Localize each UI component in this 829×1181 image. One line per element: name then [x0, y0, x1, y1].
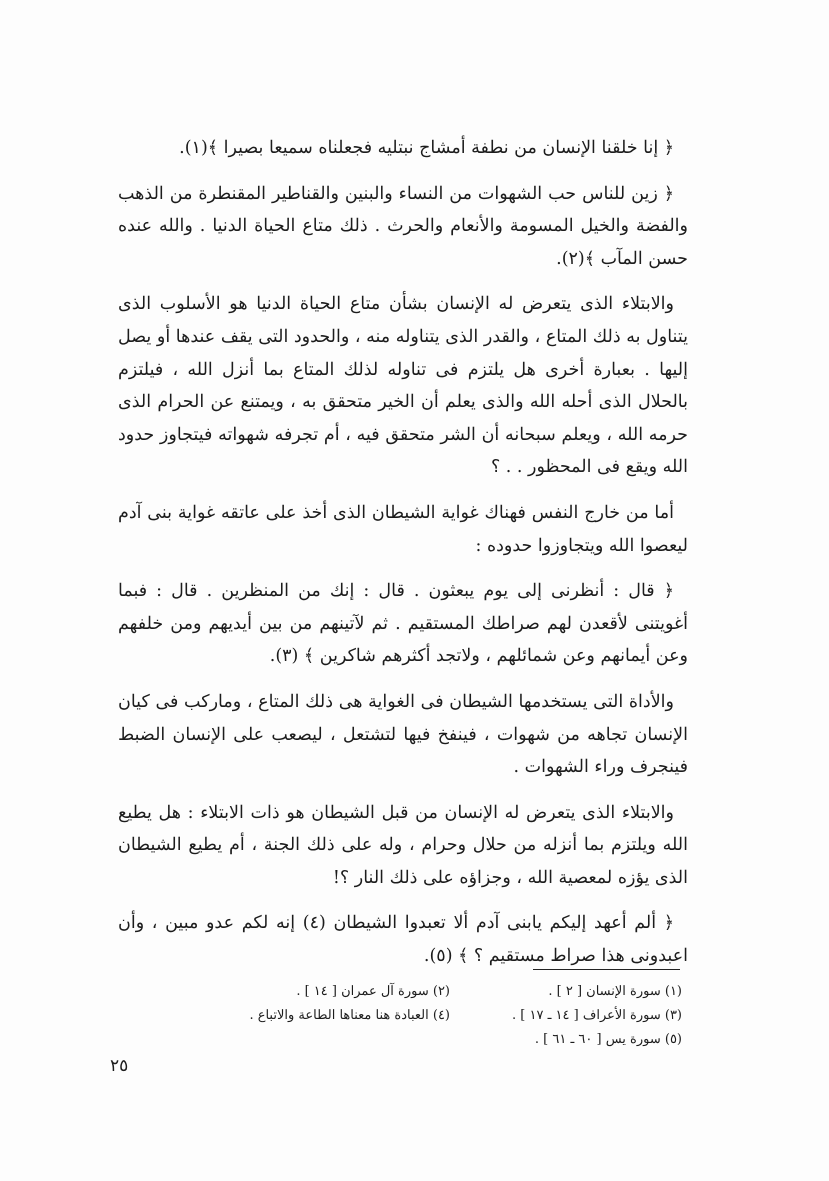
footnote-separator [533, 969, 680, 970]
footnote-1: (١) سورة الإنسان [ ٢ ] . [548, 984, 682, 999]
footnotes [250, 980, 682, 1052]
body-paragraph: والابتلاء الذى يتعرض له الإنسان من قبل الشيطان هو ذات الابتلاء : هل يطيع الله ويلتزم بما أنزله من حلال وحرام ، وله على ذلك الجنة ، أم يطيع الشيطان الذى يؤزه لمعصية الله ، وجزاؤه على ذلك النار ؟! [118, 802, 688, 888]
footnote-row [250, 1004, 682, 1028]
verse-paragraph: ﴿ قال : أنظرنى إلى يوم يبعثون . قال : إنك من المنظرين . قال : فبما أغويتنى لأقعدن لهم صراطك المستقيم . ثم لآتينهم من بين أيديهم ومن خلفهم وعن أيمانهم وعن شمائلهم ، ولاتجد أكثرهم شاكرين ﴾ (٣). [118, 581, 688, 667]
body-paragraph: والأداة التى يستخدمها الشيطان فى الغواية هى ذلك المتاع ، ومارکب فى كيان الإنسان تجاهه من شهوات ، فينفخ فيها لتشتعل ، ليصعب على الإنسان الضبط فينجرف وراء الشهوات . [118, 691, 688, 778]
body-paragraph: والابتلاء الذى يتعرض له الإنسان بشأن متاع الحياة الدنيا هو الأسلوب الذى يتناول به ذلك المتاع ، والقدر الذى يتناوله منه ، والحدود التى يقف عندها أو يصل إليها . بعبارة أخرى هل يلتزم فى تناوله لذلك المتاع بما أنزل الله ، فيلتزم بالحلال الذى أحله الله والذى يعلم أن الخير متحقق به ، ويمتنع عن الحرام الذى حرمه الله ، ويعلم سبحانه أن الشر متحقق فيه ، أم تجرفه شهواته فيتجاوز حدود الله ويقع فى المحظور . . ؟ [118, 294, 688, 478]
footnote-3: (٣) سورة الأعراف [ ١٤ ـ ١٧ ] . [512, 1008, 682, 1023]
verse-paragraph: ﴿ زين للناس حب الشهوات من النساء والبنين والقناطير المقنطرة من الذهب والفضة والخيل المسومة والأنعام والحرث . ذلك متاع الحياة الدنيا . والله عنده حسن المآب ﴾(٢). [118, 183, 688, 269]
footnote-row [250, 980, 682, 1004]
verse-paragraph: ﴿ ألم أعهد إليكم يابنى آدم ألا تعبدوا الشيطان (٤) إنه لكم عدو مبين ، وأن اعبدونى هذا صراط مستقيم ؟ ﴾ (٥). [118, 913, 688, 967]
verse-paragraph: ﴿ إنا خلقنا الإنسان من نطفة أمشاج نبتليه فجعلناه سميعا بصيرا ﴾(١). [179, 138, 674, 158]
footnote-5: (٥) سورة يس [ ٦٠ ـ ٦١ ] . [534, 1032, 682, 1047]
footnote-4: (٤) العبادة هنا معناها الطاعة والاتباع . [249, 1008, 450, 1023]
page-number: ٢٥ [110, 1056, 129, 1076]
main-text [118, 132, 688, 986]
footnote-row [250, 1028, 682, 1052]
body-paragraph: أما من خارج النفس فهناك غواية الشيطان الذى أخذ على عاتقه غواية بنى آدم ليعصوا الله ويتجاوزوا حدوده : [118, 502, 688, 556]
footnote-2: (٢) سورة آل عمران [ ١٤ ] . [296, 984, 450, 999]
